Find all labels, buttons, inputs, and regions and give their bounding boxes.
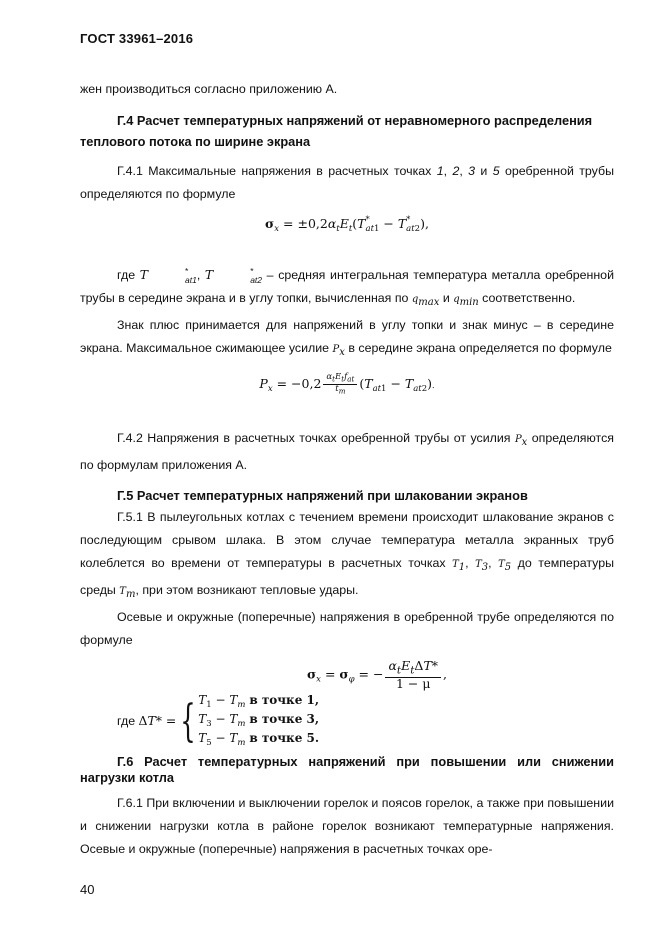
paragraph-continuation: жен производиться согласно приложению А. — [80, 82, 338, 96]
page-content — [80, 78, 614, 861]
section-heading-g4: Г.4 Расчет температурных напряжений от неравномерного распределения теплового потока по ширине экрана — [80, 113, 593, 149]
paragraph-g5-1: Г.5.1 В пылеугольных котлах с течением времени происходит шлакование экранов с последующим срывом шлака. В этом случае температура металла экранных труб колеблется во времени от температуры в расчетных точках $T_1$, $T_3$, $T_5$ до температуры среды $T_m$, при этом возникают тепловые удары. — [80, 510, 614, 600]
formula-px: $P_x = -0,2$ $\frac{\alpha_tE_tf_{at}}{t_m}$ $(T_{at1} - T_{at2})$. — [259, 372, 435, 396]
paragraph-g4-sign: Знак плюс принимается для напряжений в углу топки и знак минус – в середине экрана. Максимальное сжимающее усилие $P_x$ в середине экрана определяется по формуле — [80, 318, 614, 358]
section-heading-g6: Г.6 Расчет температурных напряжений при повышении или снижении нагрузки котла — [80, 754, 614, 786]
formula-sigma-x: $\sigma_x = \pm 0,2\alpha_tE_t(T$ * at $_1$ − T * at $_2$), — [265, 214, 429, 234]
document-header: ГОСТ 33961–2016 — [80, 31, 194, 46]
formula-sigma-thermal-shock: $\sigma_x = \sigma_\varphi$ = − $\frac{\alpha_tE_t\Delta T*}{1 - \mu}$ , — [306, 658, 448, 691]
page-number: 40 — [80, 882, 95, 897]
paragraph-g4-1: Г.4.1 Максимальные напряжения в расчетных точках 1, 2, 3 и 5 оребренной трубы определяются по формуле — [80, 164, 615, 201]
paragraph-g4-2: Г.4.2 Напряжения в расчетных точках оребренной трубы от усилия $P_x$ определяются по формулам приложения А. — [80, 431, 614, 472]
delta-t-cases: где ΔT* ={ $T_1 - T_m$ в точке 1, $T_3 - T_m$ в точке 3, $T_5 - T_m$ в точке 5. — [117, 693, 320, 749]
section-heading-g5: Г.5 Расчет температурных напряжений при шлаковании экранов — [117, 488, 528, 503]
paragraph-g6-1: Г.6.1 При включении и выключении горелок и поясов горелок, а также при повышении и снижении нагрузки котла в районе горелок возникают температурные напряжения. Осевые и окружные (поперечные) напряжения в расчетных точках оре- — [80, 796, 614, 857]
paragraph-where-t: где T * at1 , T * at2 – средняя интегральная температура металла оребренной трубы в середине экрана и в углу топки, вычисленная по $q_{max}$ и $q_{min}$ соответственно. — [80, 265, 614, 308]
paragraph-g5-axial: Осевые и окружные (поперечные) напряжения в оребренной трубе определяются по формуле — [80, 610, 614, 647]
